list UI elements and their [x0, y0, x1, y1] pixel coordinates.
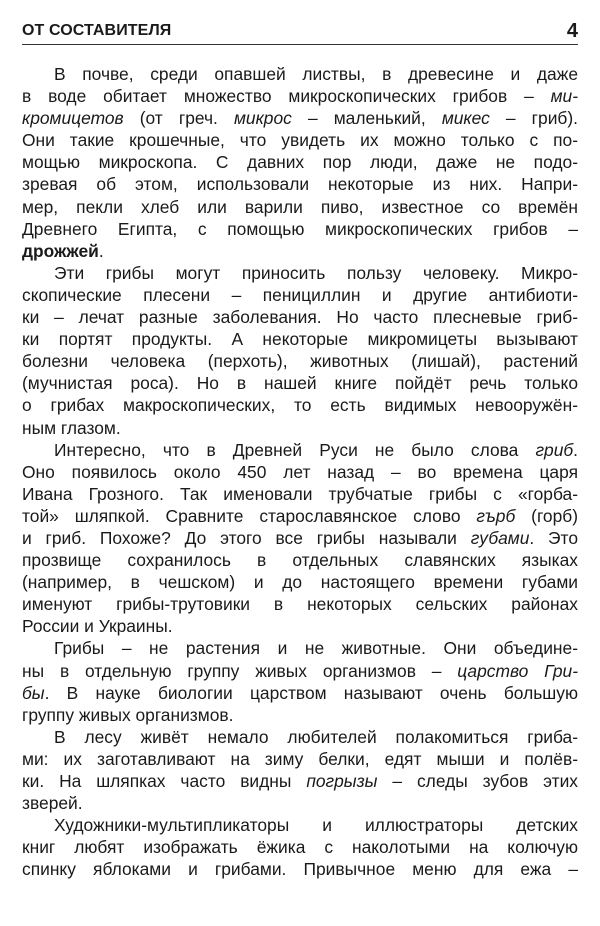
text-run: .: [573, 439, 578, 460]
text-line: [22, 394, 578, 416]
text-run: В лесу живёт немало любителей полакомиться гриба-: [54, 726, 578, 747]
italic-term: ми-: [550, 86, 578, 107]
text-run: .: [98, 240, 104, 261]
text-run: Эти грибы могут приносить пользу человеку. Микро-: [54, 262, 578, 283]
text-line: [22, 637, 578, 659]
section-title: ОТ СОСТАВИТЕЛЯ: [22, 22, 172, 39]
text-run: той» шляпкой. Сравните старославянское слово: [22, 505, 477, 526]
text-line: [22, 461, 578, 483]
text-line: [22, 218, 578, 240]
paragraph: [22, 726, 578, 814]
body-text: [22, 63, 578, 880]
text-run: Интересно, что в Древней Руси не было слова: [54, 439, 536, 460]
text-run: (например, в чешском) и до настоящего времени губами: [22, 572, 578, 593]
text-run: зревая об этом, использовали некоторые из них. Напри-: [22, 174, 578, 195]
paragraph: [22, 262, 578, 439]
text-line: [22, 350, 578, 372]
text-line: [22, 173, 578, 195]
text-run: и гриб. Похоже? До этого все грибы называли: [22, 527, 471, 548]
text-run: . В науке биологии царством называют очень большую: [44, 682, 578, 703]
text-run: ки. На шляпках часто видны: [22, 771, 307, 791]
paragraph: [22, 439, 578, 638]
text-line: [22, 682, 578, 704]
text-line: [22, 593, 578, 615]
text-line: [22, 417, 578, 439]
text-line: [22, 726, 578, 748]
text-run: ми: их заготавливают на зиму белки, едят мыши и полёв-: [22, 748, 578, 769]
text-line: [22, 549, 578, 571]
text-line: [22, 770, 578, 792]
text-run: спинку яблоками и грибами. Привычное меню для ежа –: [22, 859, 578, 880]
text-line: [22, 814, 578, 836]
text-line: [22, 439, 578, 461]
italic-term: микрос: [233, 108, 292, 129]
text-run: мощью микроскопа. С давних пор люди, даже не подо-: [22, 152, 578, 173]
text-run: Древнего Египта, с помощью микроскопических грибов –: [22, 218, 578, 239]
text-line: [22, 505, 578, 527]
paragraph: [22, 637, 578, 725]
text-run: Художники-мультипликаторы и иллюстраторы детских: [54, 815, 578, 836]
text-run: болезни человека (перхоть), животных (лишай), растений: [22, 351, 578, 372]
text-run: Грибы – не растения и не животные. Они объедине-: [54, 638, 578, 659]
text-line: [22, 63, 578, 85]
paragraph: [22, 814, 578, 880]
text-run: зверей.: [22, 793, 83, 814]
text-run: Они такие крошечные, что увидеть их можно только с по-: [22, 130, 578, 151]
text-run: В почве, среди опавшей листвы, в древесине и даже: [54, 64, 578, 84]
page-number: 4: [566, 20, 578, 42]
italic-term: микес: [441, 108, 490, 129]
text-line: [22, 240, 578, 262]
text-line: [22, 328, 578, 350]
italic-term: гриб: [535, 439, 574, 460]
text-line: [22, 262, 578, 284]
text-run: ны в отдельную группу живых организмов –: [22, 660, 458, 681]
italic-term: губами: [470, 527, 530, 548]
text-run: – маленький,: [291, 108, 442, 129]
text-run: – следы зубов этих: [377, 771, 578, 791]
text-line: [22, 284, 578, 306]
text-line: [22, 129, 578, 151]
text-run: группу живых организмов.: [22, 704, 234, 725]
paragraph: [22, 63, 578, 262]
text-line: [22, 107, 578, 129]
text-run: (мучнистая роса). Но в нашей книге пойдёт речь только: [22, 373, 578, 394]
italic-term: кромицетов: [22, 108, 124, 129]
text-run: ки – лечат разные заболевания. Но часто плесневые гриб-: [22, 307, 578, 328]
text-line: [22, 858, 578, 880]
text-run: о грибах макроскопических, то есть видимых невооружён-: [22, 395, 578, 416]
text-run: ки портят продукты. А некоторые микромицеты вызывают: [22, 329, 578, 350]
text-line: [22, 571, 578, 593]
text-run: мер, пекли хлеб или варили пиво, известное со времён: [22, 196, 578, 217]
text-line: [22, 615, 578, 637]
text-line: [22, 483, 578, 505]
text-run: Оно появилось около 450 лет назад – во времена царя: [22, 461, 578, 482]
text-line: [22, 151, 578, 173]
text-run: России и Украины.: [22, 616, 173, 637]
text-line: [22, 660, 578, 682]
text-line: [22, 836, 578, 858]
text-run: (от греч.: [123, 108, 234, 129]
italic-term: погрызы: [306, 771, 378, 791]
italic-term: гърб: [476, 505, 516, 526]
bold-term: дрожжей: [22, 240, 99, 261]
text-line: [22, 372, 578, 394]
text-run: именуют грибы-трутовики в некоторых сельских районах: [22, 594, 578, 615]
text-run: Ивана Грозного. Так именовали трубчатые грибы с «горба-: [22, 483, 578, 504]
italic-term: царство Гри-: [457, 660, 578, 681]
text-line: [22, 527, 578, 549]
text-line: [22, 704, 578, 726]
text-run: прозвище сохранилось в отдельных славянских языках: [22, 550, 578, 571]
text-run: . Это: [529, 527, 579, 548]
text-run: ным глазом.: [22, 417, 121, 438]
text-line: [22, 306, 578, 328]
text-line: [22, 85, 578, 107]
text-run: (горб): [515, 505, 578, 526]
text-line: [22, 792, 578, 814]
text-run: в воде обитает множество микроскопических грибов –: [22, 86, 551, 107]
running-header: [22, 20, 578, 45]
text-run: – гриб).: [489, 108, 578, 129]
text-line: [22, 196, 578, 218]
italic-term: бы: [22, 682, 45, 703]
text-line: [22, 748, 578, 770]
text-run: книг любят изображать ёжика с наколотыми на колючую: [22, 837, 578, 858]
text-run: скопические плесени – пенициллин и другие антибиоти-: [22, 284, 578, 305]
